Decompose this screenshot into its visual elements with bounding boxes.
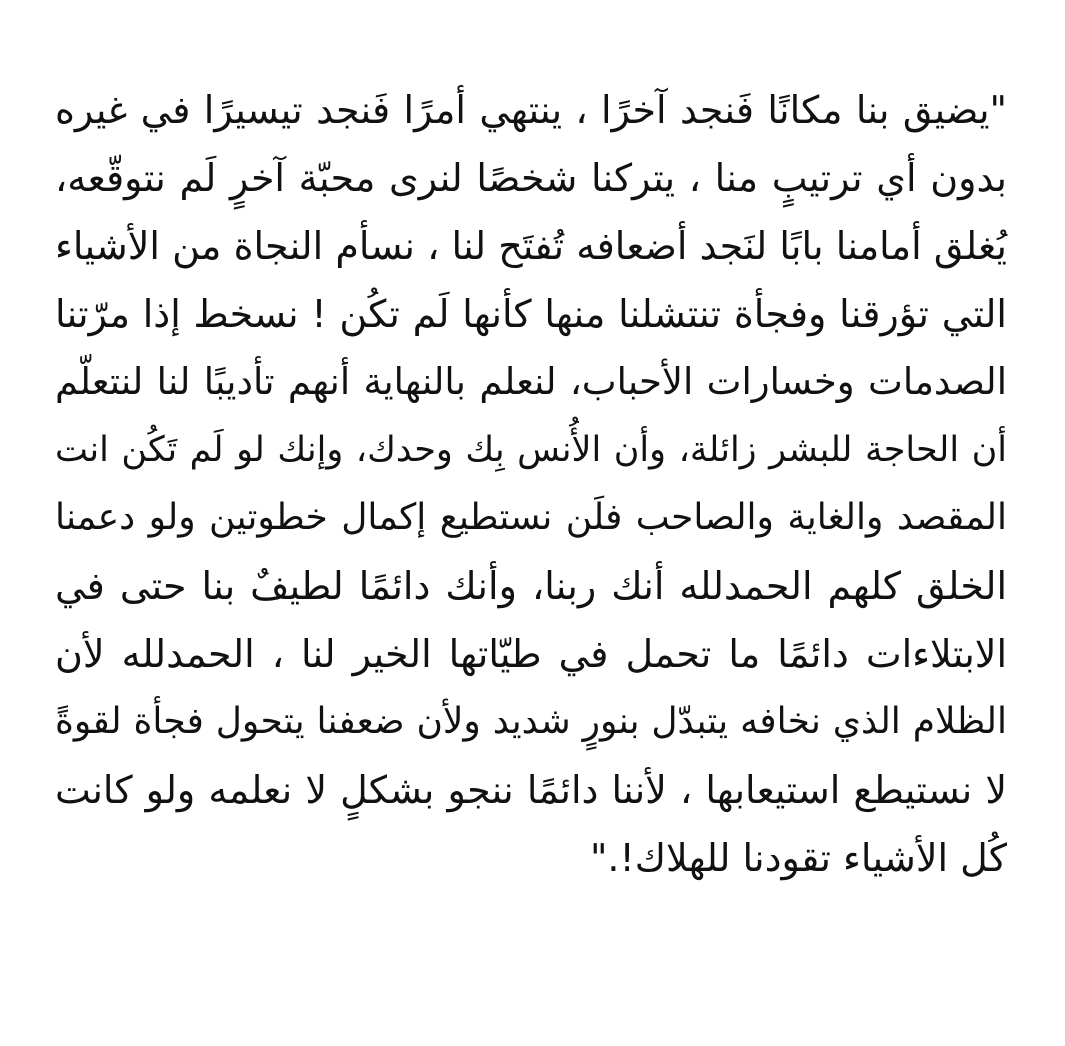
quote-line-9: الابتلاءات دائمًا ما تحمل في طيّاتها الخير لنا ، الحمدلله لأن bbox=[55, 632, 1007, 676]
quote-line-8: الخلق كلهم الحمدلله أنك ربنا، وأنك دائمًا لطيفٌ بنا حتى في bbox=[55, 564, 1007, 608]
quote-line-5: الصدمات وخسارات الأحباب، لنعلم بالنهاية أنهم تأديبًا لنا لنتعلّم bbox=[55, 360, 1007, 403]
quote-paragraph bbox=[55, 76, 1007, 892]
quote-line-12: كُل الأشياء تقودنا للهلاك!." bbox=[589, 836, 1007, 880]
quote-line-6: أن الحاجة للبشر زائلة، وأن الأُنس بِك وحدك، وإنك لو لَم تَكُن انت bbox=[55, 430, 1007, 470]
quote-line-11: لا نستيطع استيعابها ، لأننا دائمًا ننجو بشكلٍ لا نعلمه ولو كانت bbox=[55, 768, 1007, 812]
quote-line-2: بدون أي ترتيبٍ منا ، يتركنا شخصًا لنرى محبّة آخرٍ لَم نتوقّعه، bbox=[55, 156, 1007, 200]
quote-line-7: المقصد والغاية والصاحب فلَن نستطيع إكمال خطوتين ولو دعمنا bbox=[55, 497, 1007, 538]
quote-line-1: "يضيق بنا مكانًا فَنجد آخرًا ، ينتهي أمرًا فَنجد تيسيرًا في غيره bbox=[55, 88, 1007, 132]
quote-line-10: الظلام الذي نخافه يتبدّل بنورٍ شديد ولأن ضعفنا يتحول فجأة لقوةً bbox=[55, 701, 1007, 742]
quote-line-4: التي تؤرقنا وفجأة تنتشلنا منها كأنها لَم تكُن ! نسخط إذا مرّتنا bbox=[55, 292, 1007, 336]
quote-line-3: يُغلق أمامنا بابًا لنَجد أضعافه تُفتَح لنا ، نسأم النجاة من الأشياء bbox=[55, 224, 1007, 268]
